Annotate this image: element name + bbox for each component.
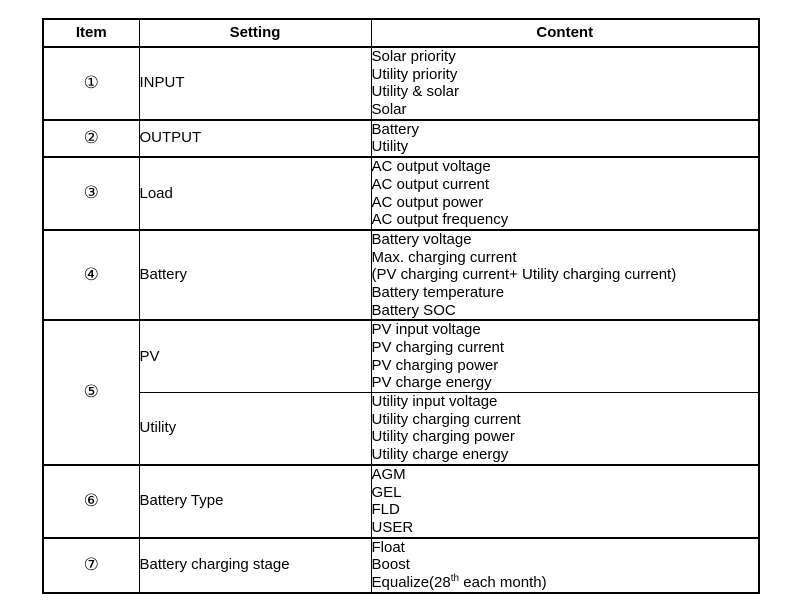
content-line: USER (371, 518, 414, 536)
item-number: ⑦ (43, 538, 139, 593)
content-line: Float (371, 538, 405, 556)
table-row (43, 47, 759, 120)
content-line: PV input voltage (371, 321, 481, 339)
column-header-content: Content (371, 19, 759, 47)
content-line: GEL (371, 483, 402, 501)
table-row (43, 320, 759, 392)
content-list (371, 538, 759, 593)
item-number: ① (43, 47, 139, 120)
content-line: Utility & solar (371, 83, 460, 101)
column-header-setting: Setting (139, 19, 371, 47)
content-line: Battery voltage (371, 230, 472, 248)
content-line: Battery SOC (371, 301, 456, 319)
item-number: ⑥ (43, 465, 139, 538)
table-row (43, 393, 759, 465)
table-header-row (43, 19, 759, 47)
item-number: ④ (43, 230, 139, 320)
content-line: (PV charging current+ Utility charging current) (371, 266, 677, 284)
content-line: AC output power (371, 193, 484, 211)
content-list (371, 320, 759, 392)
content-line: Max. charging current (371, 248, 517, 266)
content-list (371, 157, 759, 230)
content-line: Solar priority (371, 48, 456, 65)
content-line: AGM (371, 465, 406, 483)
setting-label: Load (139, 157, 371, 230)
content-line: AC output voltage (371, 158, 491, 176)
content-line: Utility charging power (371, 428, 515, 446)
table-row (43, 465, 759, 538)
content-line: Utility charging current (371, 410, 521, 428)
content-list (371, 120, 759, 157)
content-list (371, 230, 759, 320)
ordinal-suffix: th (450, 572, 460, 584)
setting-label: PV (139, 320, 371, 392)
content-line: AC output frequency (371, 211, 509, 229)
item-number: ③ (43, 157, 139, 230)
content-line: Battery (371, 120, 420, 138)
setting-label: Battery charging stage (139, 538, 371, 593)
content-line: Utility input voltage (371, 393, 498, 411)
item-number: ⑤ (43, 320, 139, 465)
content-line: Battery temperature (371, 283, 505, 301)
setting-label: Battery (139, 230, 371, 320)
content-line: PV charging power (371, 356, 499, 374)
content-list (371, 393, 759, 465)
content-list (371, 47, 759, 120)
setting-label: INPUT (139, 47, 371, 120)
content-line: Utility priority (371, 65, 458, 83)
content-line: Solar (371, 101, 407, 119)
table-row (43, 120, 759, 157)
content-line: Utility (371, 138, 409, 156)
content-line: AC output current (371, 175, 490, 193)
content-line: Equalize(28th each month) (371, 572, 547, 591)
table-row (43, 230, 759, 320)
content-line: PV charge energy (371, 374, 492, 392)
table-header (43, 19, 759, 47)
setting-label: OUTPUT (139, 120, 371, 157)
content-line: Boost (371, 556, 410, 574)
content-line: Utility charge energy (371, 446, 509, 464)
setting-label: Utility (139, 393, 371, 465)
item-number: ② (43, 120, 139, 157)
setting-label: Battery Type (139, 465, 371, 538)
table-row (43, 157, 759, 230)
table-body (43, 47, 759, 593)
table-row (43, 538, 759, 593)
content-line: PV charging current (371, 339, 505, 356)
specification-table (42, 18, 760, 594)
content-line: FLD (371, 501, 400, 519)
column-header-item: Item (43, 19, 139, 47)
content-list (371, 465, 759, 538)
